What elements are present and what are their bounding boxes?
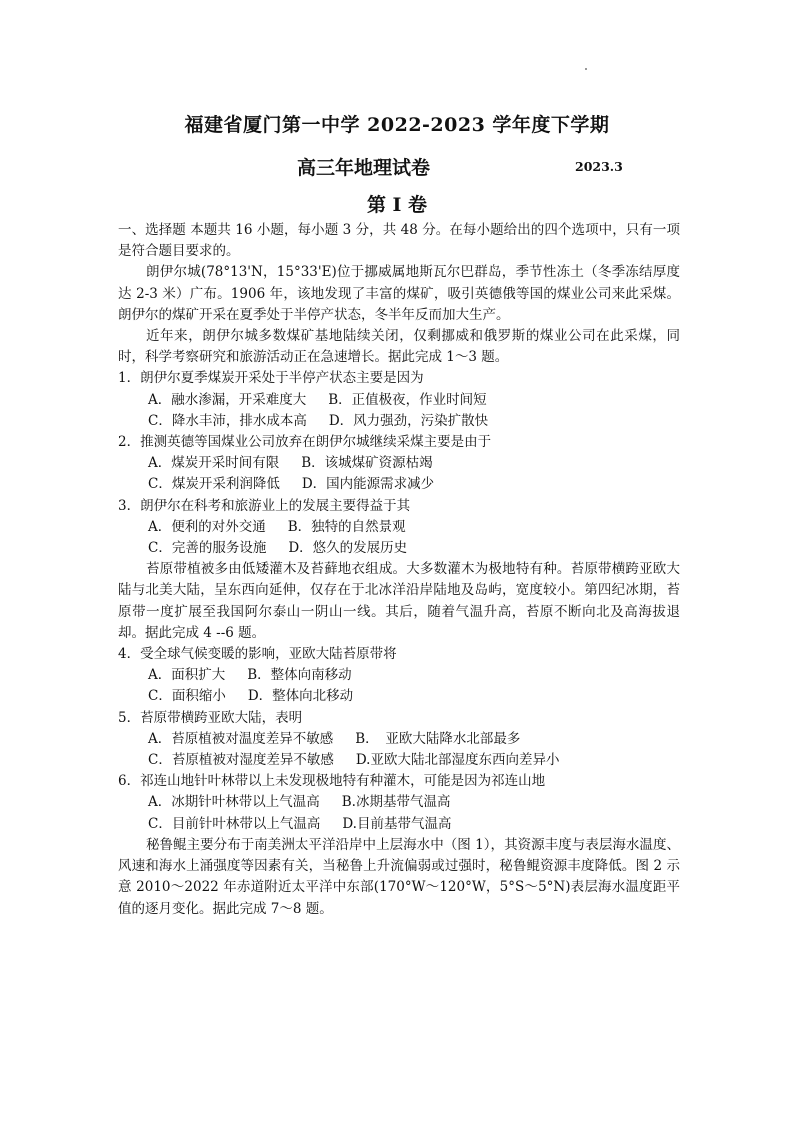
option-row <box>118 390 680 411</box>
option-row <box>118 686 680 707</box>
option-d: D．风力强劲，污染扩散快 <box>328 412 489 429</box>
option-b: B．正值极夜，作业时间短 <box>328 391 487 408</box>
option-row <box>118 474 680 495</box>
volume-title: 第 I 卷 <box>366 194 428 216</box>
question-4 <box>118 644 680 708</box>
option-row <box>118 750 680 771</box>
exam-body <box>118 220 680 920</box>
passage-1-para-2: 近年来，朗伊尔城多数煤矿基地陆续关闭，仅剩挪威和俄罗斯的煤业公司在此采煤，同时，科学考察研究和旅游活动正在急速增长。据此完成 1～3 题。 <box>118 328 680 366</box>
question-5 <box>118 708 680 772</box>
option-a: A．苔原植被对温度差异不敏感 <box>148 730 334 747</box>
option-row <box>118 665 680 686</box>
section-instructions: 一、选择题 本题共 16 小题，每小题 3 分，共 48 分。在每小题给出的四个选项中，只有一项是符合题目要求的。 <box>118 222 680 260</box>
passage-3: 秘鲁鲲主要分布于南美洲太平洋沿岸中上层海水中（图 1），其资源丰度与表层海水温度、风速和海水上涌强度等因素有关，当秘鲁上升流偏弱或过强时，秘鲁鲲资源丰度降低。图 2 示意 2010～2022 年赤道附近太平洋中东部(170°W～120°W，5°S～5°N)表层海水温度距平值的逐月变化。据此完成 7～8 题。 <box>118 836 680 917</box>
question-stem: 6．祁连山地针叶林带以上未发现极地特有种灌木，可能是因为祁连山地 <box>118 773 546 790</box>
question-stem: 4．受全球气候变暖的影响，亚欧大陆苔原带将 <box>118 646 397 663</box>
passage-1-para-1: 朗伊尔城(78°13'N，15°33'E)位于挪威属地斯瓦尔巴群岛，季节性冻土（冬季冻结厚度达 2-3 米）广布。1906 年，该地发现了丰富的煤矿，吸引英德俄等国的煤业公司来此采煤。朗伊尔的煤矿开采在夏季处于半停产状态，冬半年反而加大生产。 <box>118 264 680 323</box>
option-c: C．降水丰沛，排水成本高 <box>148 412 307 429</box>
option-d: D．悠久的发展历史 <box>288 540 408 557</box>
option-b: B． 亚欧大陆降水北部最多 <box>355 730 521 747</box>
option-row <box>118 517 680 538</box>
option-c: C．面积缩小 <box>148 688 226 705</box>
option-a: A．煤炭开采时间有限 <box>148 455 280 472</box>
exam-date: 2023.3 <box>575 159 623 174</box>
option-a: A．便利的对外交通 <box>148 518 266 535</box>
question-6 <box>118 771 680 835</box>
option-a: A．面积扩大 <box>148 667 226 684</box>
option-d: D.亚欧大陆北部湿度东西向差异小 <box>355 752 560 769</box>
option-row <box>118 814 680 835</box>
school-title: 福建省厦门第一中学 2022-2023 学年度下学期 <box>184 114 610 136</box>
option-a: A．融水渗漏，开采难度大 <box>148 391 307 408</box>
option-b: B．该城煤矿资源枯竭 <box>301 455 433 472</box>
option-b: B．独特的自然景观 <box>287 518 406 535</box>
question-stem: 1．朗伊尔夏季煤炭开采处于半停产状态主要是因为 <box>118 370 424 387</box>
option-b: B．整体向南移动 <box>247 667 352 684</box>
question-1 <box>118 368 680 432</box>
option-c: C．目前针叶林带以上气温高 <box>148 815 321 832</box>
option-row <box>118 792 680 813</box>
option-c: C．完善的服务设施 <box>148 540 267 557</box>
question-stem: 5．苔原带横跨亚欧大陆，表明 <box>118 709 303 726</box>
option-c: C．煤炭开采利润降低 <box>148 476 280 493</box>
exam-title: 高三年地理试卷 <box>297 157 431 179</box>
option-d: D．国内能源需求减少 <box>301 476 435 493</box>
scan-dot <box>585 68 587 70</box>
question-stem: 2．推测英德等国煤业公司放弃在朗伊尔城继续采煤主要是由于 <box>118 434 492 451</box>
option-row <box>118 538 680 559</box>
option-b: B.冰期基带气温高 <box>341 794 451 811</box>
option-d: D.目前基带气温高 <box>342 815 452 832</box>
option-c: C．苔原植被对湿度差异不敏感 <box>148 752 334 769</box>
option-row <box>118 411 680 432</box>
option-d: D．整体向北移动 <box>247 688 354 705</box>
question-stem: 3．朗伊尔在科考和旅游业上的发展主要得益于其 <box>118 497 411 514</box>
question-3 <box>118 496 680 560</box>
option-a: A．冰期针叶林带以上气温高 <box>148 794 320 811</box>
question-2 <box>118 432 680 496</box>
passage-2: 苔原带植被多由低矮灌木及苔藓地衣组成。大多数灌木为极地特有种。苔原带横跨亚欧大陆与北美大陆，呈东西向延伸，仅存在于北冰洋沿岸陆地及岛屿，宽度较小。第四纪冰期，苔原带一度扩展至我国阿尔泰山一阴山一线。其后，随着气温升高，苔原不断向北及高海拔退却。据此完成 4 --6 题。 <box>118 561 680 641</box>
option-row <box>118 729 680 750</box>
option-row <box>118 453 680 474</box>
